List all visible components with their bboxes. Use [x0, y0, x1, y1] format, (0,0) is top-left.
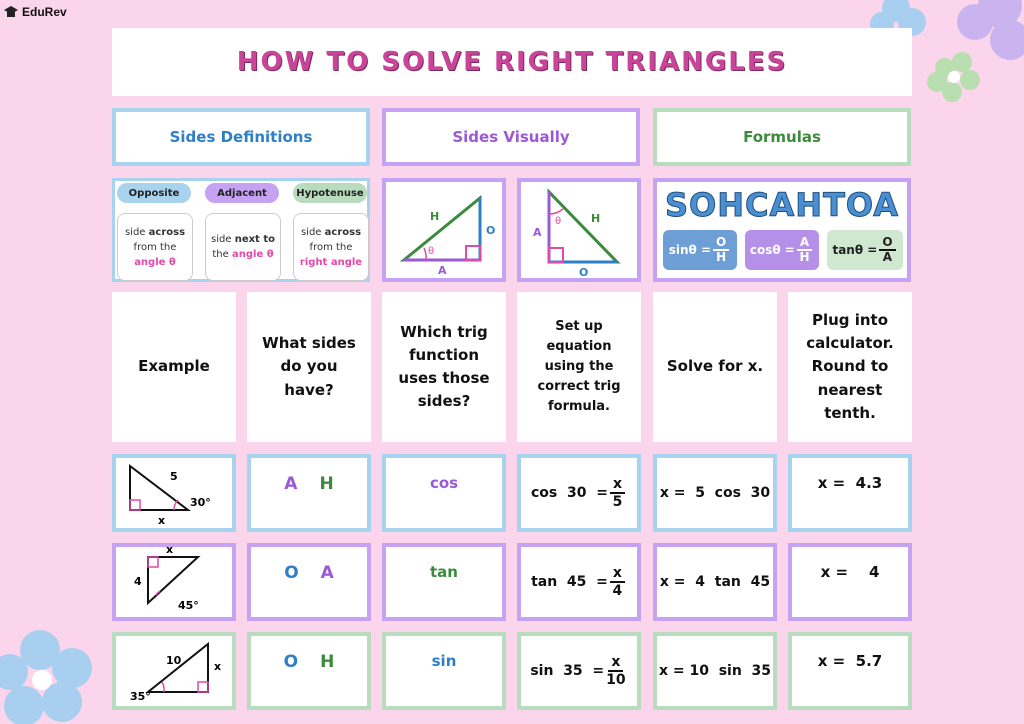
equation-lhs: sin 35 =: [530, 663, 605, 679]
x-label: x: [214, 660, 222, 673]
def-bold: across: [148, 226, 186, 238]
solve-cell: [653, 543, 777, 621]
numerator: O: [879, 236, 895, 251]
angle-label: 30°: [190, 496, 211, 509]
pill-label: Adjacent: [217, 187, 267, 199]
column-header: Which trig function uses those sides?: [398, 322, 490, 411]
o-label: O: [486, 224, 496, 237]
numerator: O: [713, 236, 729, 251]
angle-label: 35°: [130, 690, 151, 703]
def-text: side: [124, 226, 146, 238]
column-header: Plug into calculator. Round to nearest tenth.: [806, 310, 894, 422]
function-cell: [382, 632, 506, 710]
header-sides-definitions: [112, 108, 370, 166]
hypotenuse-definition: [293, 213, 369, 281]
cos-formula: [745, 230, 819, 270]
angle-label: 45°: [178, 599, 199, 612]
col-solve: [653, 292, 777, 442]
h-label: H: [430, 210, 440, 223]
example-cell: [112, 454, 236, 532]
edurev-logo[interactable]: [4, 3, 67, 21]
numerator: A: [797, 236, 812, 251]
header-label: Sides Visually: [452, 128, 570, 146]
answer: x = 5.7: [817, 652, 883, 670]
page-title: HOW TO SOLVE RIGHT TRIANGLES: [236, 47, 788, 77]
adjacent-definition: [205, 213, 281, 281]
solve-cell: [653, 632, 777, 710]
def-highlight: right angle: [299, 256, 363, 268]
side-letter: A: [284, 474, 298, 494]
col-calculator: [788, 292, 912, 442]
sohcahtoa-word: SOHCAHTOA: [665, 186, 899, 224]
sides-cell: [247, 632, 371, 710]
equation-cell: [517, 632, 641, 710]
denominator: 10: [606, 672, 626, 688]
answer-cell: [788, 632, 912, 710]
numerator: x: [608, 654, 623, 672]
def-highlight: angle θ: [134, 256, 176, 268]
denominator: H: [716, 250, 727, 264]
column-header: Set up equation using the correct trig formula.: [537, 318, 621, 415]
def-bold: next to: [234, 234, 275, 245]
header-sides-visually: [382, 108, 640, 166]
side-letter: H: [320, 652, 335, 672]
a-label: A: [438, 264, 447, 277]
def-bold: across: [324, 226, 362, 238]
numerator: x: [610, 565, 625, 583]
side-letter: O: [283, 652, 299, 672]
o-label: O: [579, 266, 589, 278]
answer: x = 4.3: [817, 474, 883, 492]
col-function: [382, 292, 506, 442]
header-label: Formulas: [743, 128, 821, 146]
tan-formula: [827, 230, 903, 270]
triangle-diagram: [386, 182, 502, 278]
sin-formula: [663, 230, 737, 270]
denominator: A: [882, 250, 893, 264]
column-header: What sides do you have?: [262, 334, 356, 399]
sides-cell: [247, 543, 371, 621]
a-label: A: [533, 226, 542, 239]
answer: x = 4: [820, 563, 880, 581]
trig-function: sin: [431, 652, 457, 670]
flower-decoration-bottom: [0, 610, 110, 724]
col-sides: [247, 292, 371, 442]
answer-cell: [788, 454, 912, 532]
equation-lhs: cos 30 =: [531, 485, 608, 501]
h-label: H: [591, 212, 601, 225]
example-cell: [112, 543, 236, 621]
column-header: Solve for x.: [666, 357, 764, 376]
example-cell: [112, 632, 236, 710]
example-triangle: [116, 547, 232, 617]
function-cell: [382, 543, 506, 621]
example-triangle: [116, 636, 232, 706]
side-letter: O: [284, 563, 299, 583]
denominator: H: [799, 250, 810, 264]
example-triangle: [116, 458, 232, 528]
column-header: Example: [138, 357, 210, 376]
fn: sinθ =: [668, 243, 712, 257]
theta-label: θ: [428, 246, 435, 257]
theta-label: θ: [555, 216, 562, 227]
visual-triangle-2: [517, 178, 641, 282]
x-label: x: [166, 547, 174, 556]
adjacent-pill: [205, 183, 279, 203]
graduation-cap-icon: [4, 5, 18, 19]
header-label: Sides Definitions: [169, 128, 313, 146]
side-label: 10: [166, 654, 182, 667]
def-text: from the: [309, 241, 353, 253]
trig-function: cos: [429, 474, 459, 492]
solve-expression: x = 5 cos 30: [659, 485, 771, 501]
side-letter: H: [319, 474, 334, 494]
side-letter: A: [320, 563, 334, 583]
trig-function: tan: [430, 563, 458, 581]
col-equation: [517, 292, 641, 442]
def-text: the: [212, 249, 229, 260]
opposite-pill: [117, 183, 191, 203]
visual-triangle-1: [382, 178, 506, 282]
header-formulas: [653, 108, 911, 166]
def-text: side: [300, 226, 322, 238]
x-label: x: [158, 514, 166, 527]
solve-cell: [653, 454, 777, 532]
fn: cosθ =: [749, 243, 795, 257]
denominator: 5: [612, 494, 623, 510]
col-example: [112, 292, 236, 442]
pill-label: Hypotenuse: [296, 187, 364, 199]
sides-definitions-panel: [112, 178, 370, 282]
sohcahtoa-panel: [653, 178, 911, 282]
def-text: from the: [133, 241, 177, 253]
solve-expression: x = 10 sin 35: [658, 663, 772, 679]
equation-cell: [517, 454, 641, 532]
pill-label: Opposite: [128, 187, 180, 199]
triangle-diagram: [521, 182, 637, 278]
opposite-definition: [117, 213, 193, 281]
def-text: side: [211, 234, 232, 245]
function-cell: [382, 454, 506, 532]
def-highlight: angle θ: [232, 249, 274, 260]
side-label: 4: [134, 575, 142, 588]
fn: tanθ =: [832, 243, 878, 257]
sides-cell: [247, 454, 371, 532]
side-label: 5: [170, 470, 178, 483]
title-banner: [112, 28, 912, 96]
equation-lhs: tan 45 =: [531, 574, 608, 590]
answer-cell: [788, 543, 912, 621]
hypotenuse-pill: [293, 183, 367, 203]
equation-cell: [517, 543, 641, 621]
solve-expression: x = 4 tan 45: [659, 574, 771, 590]
numerator: x: [610, 476, 625, 494]
denominator: 4: [612, 583, 623, 599]
brand-name: EduRev: [22, 5, 67, 19]
